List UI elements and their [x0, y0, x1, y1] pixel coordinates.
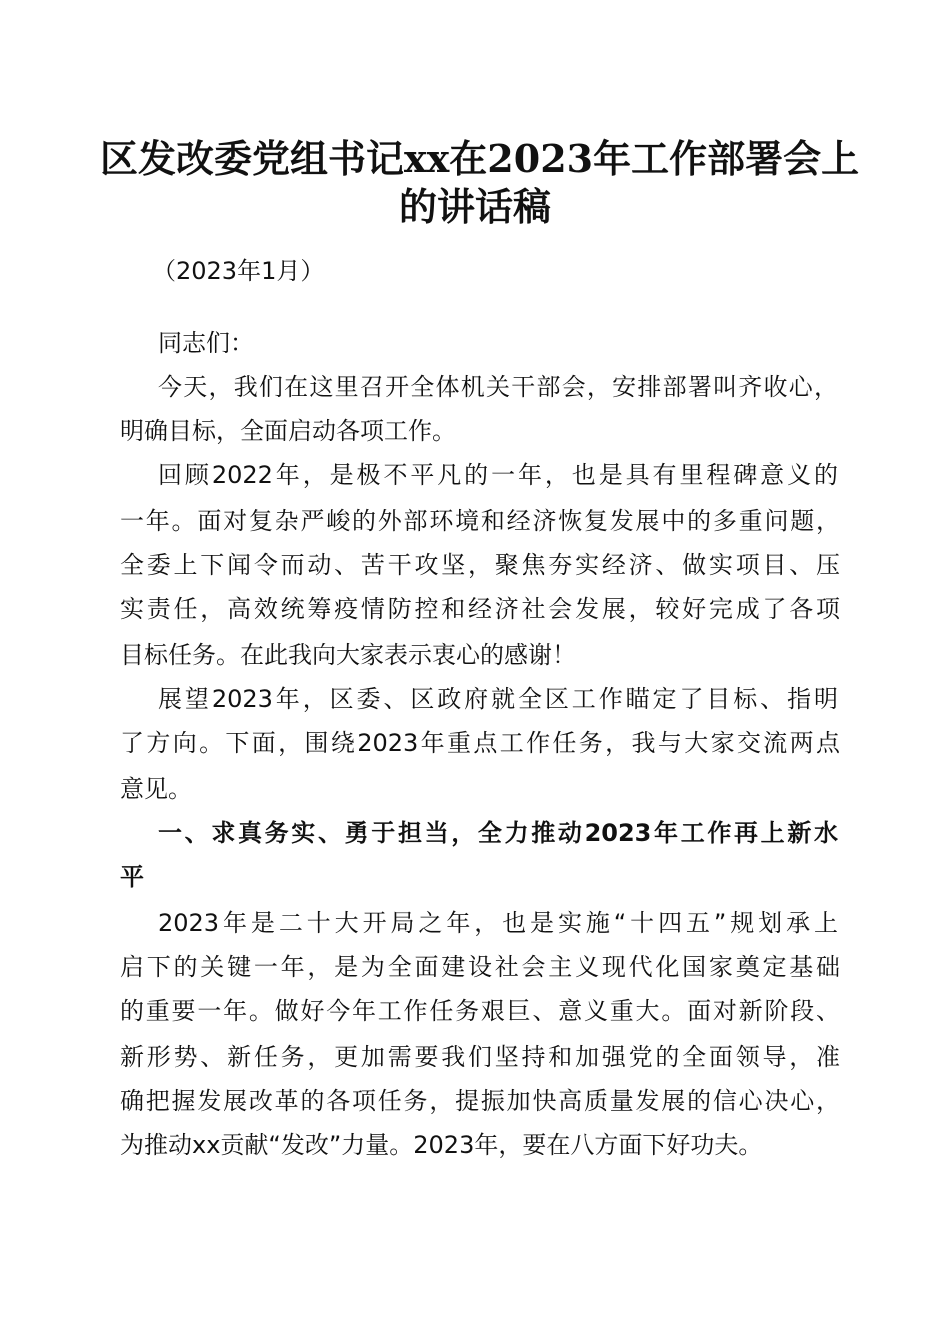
- paragraph-line: 为推动xx贡献“发改”力量。2023年，要在八方面下好功夫。: [120, 1131, 763, 1159]
- paragraph-line: 全委上下闻令而动、苦干攻坚，聚焦夯实经济、做实项目、压: [120, 551, 840, 579]
- section-heading: 一、求真务实、勇于担当，全力推动2023年工作再上新水: [158, 819, 838, 847]
- paragraph-line: 展望2023年，区委、区政府就全区工作瞄定了目标、指明: [158, 685, 838, 713]
- paragraph-line: 了方向。下面，围绕2023年重点工作任务，我与大家交流两点: [120, 729, 840, 757]
- document-title-line-2: 的讲话稿: [398, 184, 551, 229]
- section-heading-continued: 平: [120, 863, 144, 891]
- paragraph-line: 启下的关键一年，是为全面建设社会主义现代化国家奠定基础: [120, 953, 840, 981]
- paragraph-line: 新形势、新任务，更加需要我们坚持和加强党的全面领导，准: [120, 1043, 840, 1071]
- paragraph-line: 目标任务。在此我向大家表示衷心的感谢！: [120, 641, 576, 669]
- paragraph-line: 今天，我们在这里召开全体机关干部会，安排部署叫齐收心，: [158, 373, 838, 401]
- paragraph-line: 确把握发展改革的各项任务，提振加快高质量发展的信心决心，: [120, 1087, 840, 1115]
- speech-date: （2023年1月）: [152, 257, 325, 285]
- paragraph-line: 回顾2022年，是极不平凡的一年，也是具有里程碑意义的: [158, 461, 838, 489]
- paragraph-line: 实责任，高效统筹疫情防控和经济社会发展，较好完成了各项: [120, 595, 840, 623]
- paragraph-line: 2023年是二十大开局之年，也是实施“十四五”规划承上: [158, 909, 838, 937]
- paragraph-line: 意见。: [120, 775, 192, 803]
- document-title-line-1: 区发改委党组书记xx在2023年工作部署会上: [100, 136, 860, 181]
- paragraph-line: 明确目标，全面启动各项工作。: [120, 417, 456, 445]
- paragraph-line: 一年。面对复杂严峻的外部环境和经济恢复发展中的多重问题，: [120, 507, 840, 535]
- paragraph-line: 的重要一年。做好今年工作任务艰巨、意义重大。面对新阶段、: [120, 997, 840, 1025]
- salutation: 同志们：: [158, 329, 254, 357]
